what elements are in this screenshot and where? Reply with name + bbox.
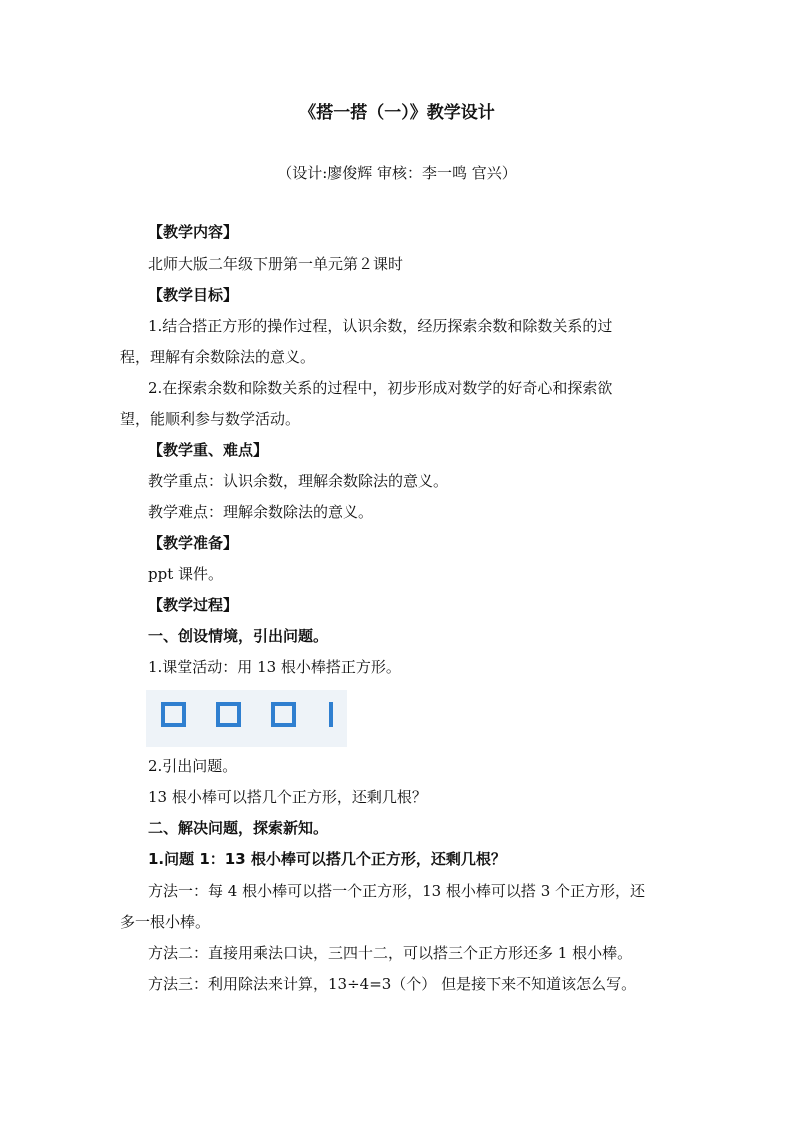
section-heading-preparation: 【教学准备】: [148, 534, 239, 552]
subheading: 二、解决问题，探索新知。: [148, 819, 329, 837]
paragraph: 多一根小棒。: [120, 913, 211, 931]
single-stick: [329, 702, 333, 727]
paragraph: 方法二：直接用乘法口诀，三四十二，可以搭三个正方形还多 1 根小棒。: [148, 944, 633, 962]
paragraph: 方法一：每 4 根小棒可以搭一个正方形，13 根小棒可以搭 3 个正方形，还: [148, 882, 646, 900]
section-heading-content: 【教学内容】: [148, 223, 239, 241]
paragraph: 北师大版二年级下册第一单元第２课时: [148, 255, 404, 273]
byline: （设计:廖俊辉 审核：李一鸣 官兴）: [277, 164, 517, 182]
section-heading-process: 【教学过程】: [148, 596, 239, 614]
paragraph: 1.课堂活动：用 13 根小棒搭正方形。: [148, 658, 401, 676]
paragraph: 教学重点：认识余数，理解余数除法的意义。: [148, 472, 449, 490]
paragraph: 1.结合搭正方形的操作过程，认识余数，经历探索余数和除数关系的过: [148, 317, 613, 335]
square-shape: [216, 702, 241, 727]
document-title: 《搭一搭（一）》教学设计: [299, 103, 495, 123]
paragraph: 13 根小棒可以搭几个正方形，还剩几根？: [148, 788, 427, 806]
section-heading-goals: 【教学目标】: [148, 286, 239, 304]
paragraph: 教学难点：理解余数除法的意义。: [148, 503, 374, 521]
paragraph: 2.引出问题。: [148, 757, 238, 775]
section-heading-key-points: 【教学重、难点】: [148, 441, 269, 459]
paragraph: 程，理解有余数除法的意义。: [120, 348, 316, 366]
paragraph: 望，能顺利参与数学活动。: [120, 410, 301, 428]
square-shape: [161, 702, 186, 727]
sticks-figure: [146, 690, 347, 747]
paragraph: 方法三：利用除法来计算，13÷4=3（个） 但是接下来不知道该怎么写。: [148, 975, 637, 993]
paragraph: ppt 课件。: [148, 565, 224, 583]
question-heading: 1.问题 1：13 根小棒可以搭几个正方形，还剩几根？: [148, 850, 506, 868]
subheading: 一、创设情境，引出问题。: [148, 627, 329, 645]
square-shape: [271, 702, 296, 727]
paragraph: 2.在探索余数和除数关系的过程中，初步形成对数学的好奇心和探索欲: [148, 379, 613, 397]
